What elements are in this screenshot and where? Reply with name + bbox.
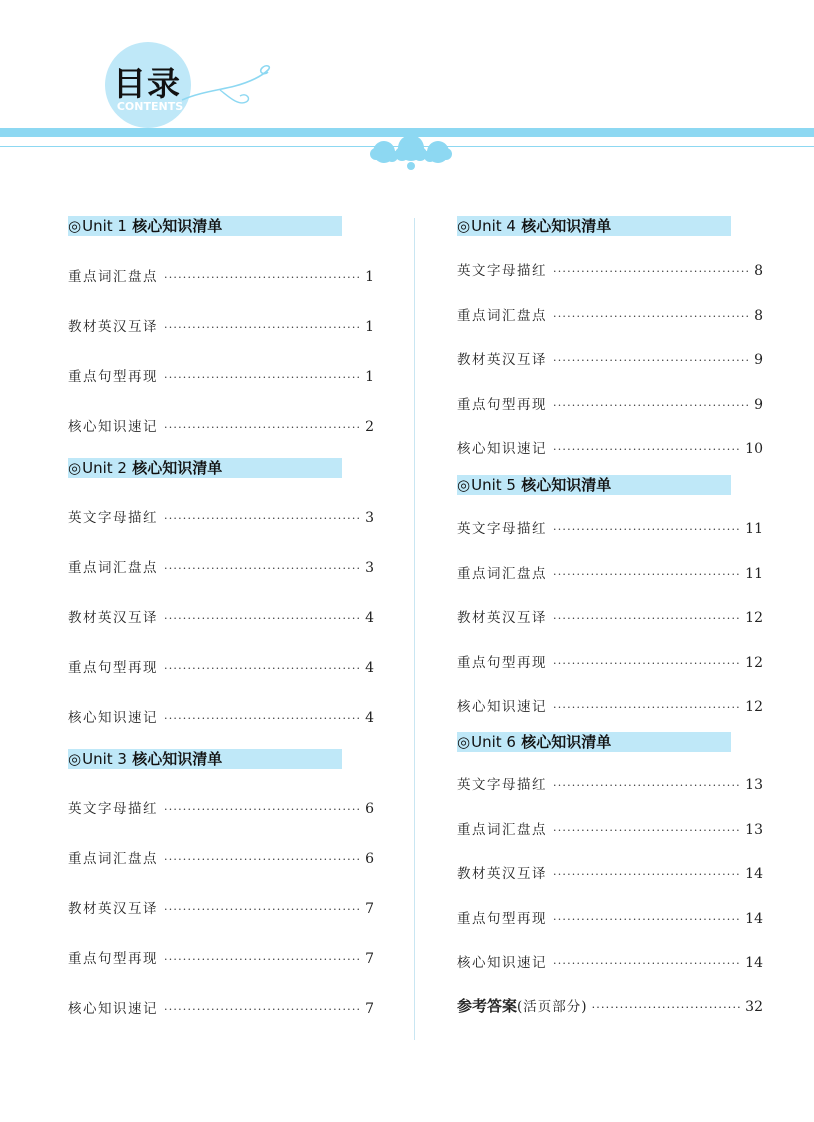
toc-entry-page: 14 [745, 910, 763, 927]
unit-heading[interactable]: ◎Unit 5 核心知识清单 [457, 475, 731, 495]
toc-entry-title: 重点词汇盘点 [68, 851, 158, 867]
toc-entry-title: 核心知识速记 [68, 710, 158, 726]
page-title: 目录 [113, 64, 181, 103]
toc-entry-title: 教材英汉互译 [457, 352, 547, 368]
toc-entry-title: 重点词汇盘点 [68, 269, 158, 285]
toc-entry[interactable] [457, 775, 763, 795]
dot-leader [164, 950, 359, 970]
bullseye-icon: ◎ [68, 750, 82, 768]
bullseye-icon: ◎ [457, 733, 471, 751]
dot-leader [164, 559, 359, 579]
dot-leader [592, 997, 742, 1019]
toc-entry-page: 13 [745, 777, 763, 793]
dot-leader [164, 900, 359, 920]
toc-entry-page: 12 [745, 610, 763, 626]
bullseye-icon: ◎ [68, 217, 82, 235]
toc-entry[interactable] [457, 395, 763, 415]
toc-entry-page: 12 [745, 699, 763, 715]
toc-entry-page: 4 [365, 660, 374, 676]
toc-entry-page: 1 [365, 319, 374, 335]
bullseye-icon: ◎ [68, 459, 82, 477]
dot-leader [164, 800, 359, 820]
toc-entry[interactable] [457, 953, 763, 973]
toc-left-column [68, 214, 374, 1019]
toc-entry[interactable] [68, 708, 374, 728]
toc-entry-title: 核心知识速记 [68, 1001, 158, 1017]
dot-leader [553, 520, 739, 540]
dot-leader [553, 262, 748, 282]
toc-entry-page: 4 [365, 710, 374, 726]
toc-right-column [457, 214, 763, 1017]
toc-entry-title: 重点句型再现 [68, 951, 158, 967]
toc-entry[interactable] [68, 608, 374, 628]
answers-page: 32 [745, 999, 763, 1015]
dot-leader [164, 418, 359, 438]
toc-entry-page: 11 [745, 565, 763, 582]
toc-entry-page: 14 [745, 866, 763, 882]
dot-leader [164, 368, 359, 388]
dot-leader [164, 609, 359, 629]
toc-entry-page: 3 [365, 560, 374, 576]
toc-entry-title: 核心知识速记 [68, 419, 158, 435]
unit-heading[interactable]: ◎Unit 3 核心知识清单 [68, 749, 342, 769]
dot-leader [164, 659, 359, 679]
toc-entry-page: 7 [365, 951, 374, 967]
toc-entry-page: 12 [745, 654, 763, 671]
toc-entry-title: 重点词汇盘点 [68, 560, 158, 576]
toc-entry-title: 重点词汇盘点 [457, 565, 547, 582]
toc-entry-title: 英文字母描红 [68, 510, 158, 526]
page-header [0, 0, 814, 190]
dot-leader [553, 654, 739, 674]
toc-entry-title: 英文字母描红 [457, 777, 547, 793]
toc-entry-page: 6 [365, 801, 374, 817]
toc-entry-page: 9 [754, 396, 763, 413]
unit-heading[interactable]: ◎Unit 6 核心知识清单 [457, 732, 731, 752]
toc-entry[interactable] [457, 864, 763, 884]
toc-entry[interactable] [457, 350, 763, 370]
toc-entry-page: 1 [365, 269, 374, 285]
toc-entry-page: 10 [745, 441, 763, 457]
toc-entry[interactable] [68, 849, 374, 869]
unit-heading[interactable]: ◎Unit 1 核心知识清单 [68, 216, 342, 236]
dot-leader [553, 609, 739, 629]
toc-entry-title: 教材英汉互译 [68, 901, 158, 917]
toc-entry-title: 重点句型再现 [457, 910, 547, 927]
toc-entry[interactable] [68, 899, 374, 919]
toc-entry-title: 重点词汇盘点 [457, 307, 547, 324]
toc-entry-title: 英文字母描红 [457, 263, 547, 279]
toc-entry-title: 重点词汇盘点 [457, 821, 547, 838]
toc-entry[interactable] [457, 653, 763, 673]
toc-entry-page: 4 [365, 610, 374, 626]
bullseye-icon: ◎ [457, 217, 471, 235]
toc-entry[interactable] [68, 949, 374, 969]
toc-entry-page: 13 [745, 821, 763, 838]
toc-entry[interactable] [68, 999, 374, 1019]
toc-entry-title: 教材英汉互译 [68, 319, 158, 335]
toc-entry-title: 教材英汉互译 [68, 610, 158, 626]
swirl-decoration [180, 62, 275, 112]
dot-leader [164, 709, 359, 729]
toc-entry-title: 教材英汉互译 [457, 866, 547, 882]
toc-entry-page: 7 [365, 901, 374, 917]
toc-entry[interactable] [457, 306, 763, 326]
dot-leader [553, 776, 739, 796]
toc-entry-title: 核心知识速记 [457, 699, 547, 715]
toc-entry-title: 重点句型再现 [457, 654, 547, 671]
toc-entry-page: 8 [754, 307, 763, 324]
answers-note: (活页部分) [517, 999, 588, 1015]
dot-leader [553, 698, 739, 718]
unit-heading[interactable]: ◎Unit 4 核心知识清单 [457, 216, 731, 236]
toc-entry-title: 核心知识速记 [457, 441, 547, 457]
toc-entry[interactable] [68, 367, 374, 387]
toc-entry-page: 2 [365, 419, 374, 435]
toc-entry-title: 英文字母描红 [68, 801, 158, 817]
toc-entry[interactable] [457, 439, 763, 459]
bullseye-icon: ◎ [457, 476, 471, 494]
toc-entry[interactable] [457, 608, 763, 628]
toc-entry[interactable] [68, 267, 374, 287]
toc-entry[interactable] [68, 508, 374, 528]
toc-entry-title: 核心知识速记 [457, 955, 547, 971]
toc-entry[interactable] [457, 519, 763, 539]
toc-entry-page: 7 [365, 1001, 374, 1017]
toc-entry-page: 6 [365, 851, 374, 867]
toc-entry[interactable] [68, 558, 374, 578]
toc-entry[interactable] [68, 317, 374, 337]
flower-decoration [366, 132, 456, 176]
dot-leader [553, 351, 748, 371]
answers-entry[interactable] [457, 995, 763, 1017]
dot-leader [553, 440, 739, 460]
dot-leader [164, 268, 359, 288]
dot-leader [164, 509, 359, 529]
toc-entry[interactable] [68, 799, 374, 819]
dot-leader [553, 821, 739, 841]
toc-entry-page: 1 [365, 369, 374, 385]
toc-entry-page: 11 [745, 521, 763, 537]
toc-entry[interactable] [68, 658, 374, 678]
toc-entry-title: 重点句型再现 [68, 369, 158, 385]
dot-leader [553, 565, 739, 585]
answers-title: 参考答案 [457, 997, 518, 1015]
dot-leader [164, 318, 359, 338]
dot-leader [164, 1000, 359, 1020]
toc-entry-title: 英文字母描红 [457, 521, 547, 537]
toc-entry[interactable] [457, 564, 763, 584]
toc-entry[interactable] [457, 909, 763, 929]
toc-entry-page: 3 [365, 510, 374, 526]
dot-leader [553, 954, 739, 974]
toc-entry-title: 重点句型再现 [457, 396, 547, 413]
toc-entry[interactable] [457, 697, 763, 717]
dot-leader [553, 865, 739, 885]
toc-entry[interactable] [68, 417, 374, 437]
dot-leader [553, 307, 748, 327]
page-subtitle: CONTENTS [116, 100, 184, 113]
dot-leader [553, 910, 739, 930]
dot-leader [553, 396, 748, 416]
toc-entry-title: 教材英汉互译 [457, 610, 547, 626]
dot-leader [164, 850, 359, 870]
toc-entry-page: 9 [754, 352, 763, 368]
toc-entry[interactable] [457, 261, 763, 281]
toc-entry-page: 14 [745, 955, 763, 971]
toc-entry-page: 8 [754, 263, 763, 279]
column-divider [414, 218, 415, 1040]
toc-entry-title: 重点句型再现 [68, 660, 158, 676]
unit-heading[interactable]: ◎Unit 2 核心知识清单 [68, 458, 342, 478]
toc-entry[interactable] [457, 820, 763, 840]
